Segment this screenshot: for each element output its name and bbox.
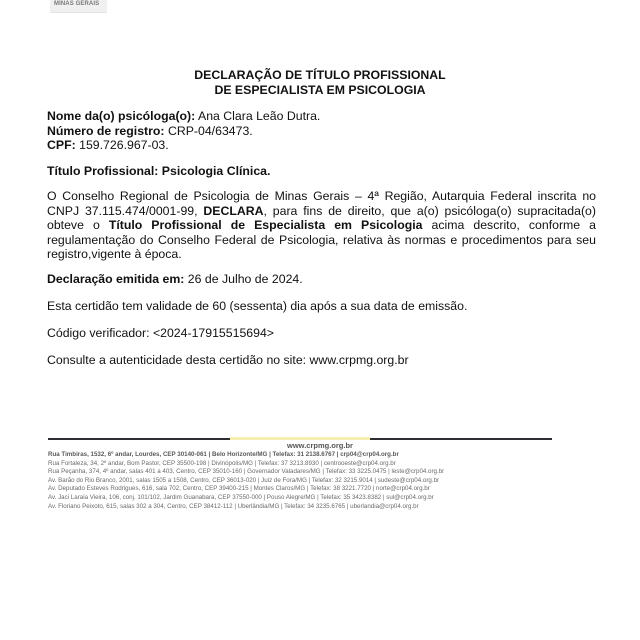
registry-label: Número de registro: — [47, 123, 165, 138]
footer-divider-accent — [230, 437, 370, 440]
declaration-part-2: , para fins de direito, que a(o) psicóloga(o) supracitada(o) obteve o — [47, 203, 596, 232]
title-line-2: DE ESPECIALISTA EM PSICOLOGIA — [214, 82, 426, 97]
registry-row — [47, 124, 596, 139]
document-title — [0, 68, 640, 97]
declaration-paragraph — [47, 189, 596, 262]
footer-address: Av. Jaci Laraia Vieira, 106, conj. 101/102, Jardim Guanabara, CEP 37550-000 | Pouso Alegre/MG | Telefax: 35 3423.8382 | sul@crp04.org.br — [48, 493, 434, 501]
validity-statement: Esta certidão tem validade de 60 (sessenta) dia após a sua data de emissão. — [47, 299, 468, 313]
issued-value: 26 de Julho de 2024. — [184, 272, 303, 286]
footer-addresses — [48, 451, 444, 511]
issued-label: Declaração emitida em: — [47, 272, 185, 286]
title-line-1: DECLARAÇÃO DE TÍTULO PROFISSIONAL — [194, 68, 446, 82]
name-value: Ana Clara Leão Dutra. — [195, 109, 321, 123]
declaration-part-3: acima descrito, conforme a regulamentação do Conselho Federal de Psicologia, relativa às normas e procedimentos para seu registro,vigente à época. — [47, 218, 596, 261]
footer-divider-left — [48, 438, 230, 440]
authenticity-note: Consulte a autenticidade desta certidão no site: www.crpmg.org.br — [47, 353, 409, 367]
declaration-part-1: O Conselho Regional de Psicologia de Minas Gerais – 4ª Região, Autarquia Federal inscrita no CNPJ 37.115.474/0001-99, — [47, 189, 596, 218]
name-label: Nome da(o) psicóloga(o): — [47, 109, 196, 123]
footer-address: Av. Barão do Rio Branco, 2001, salas 1505 a 1508, Centro, CEP 36013-020 | Juiz de Fora/MG | Telefax: 32 3215.9014 | sudeste@crp04.org.br — [48, 476, 440, 484]
declara-keyword: DECLARA — [203, 203, 264, 218]
footer-address: Av. Floriano Peixoto, 615, salas 302 a 304, Centro, CEP 38412-112 | Uberlândia/MG | Telefax: 34 3235.6765 | uberlandia@crp04.org.br — [48, 502, 419, 510]
cpf-value: 159.726.967-03. — [75, 138, 169, 152]
identification-block — [47, 109, 596, 153]
verification-code: Código verificador: <2024-17915515694> — [47, 326, 274, 340]
footer-address-main: Rua Timbiras, 1532, 6º andar, Lourdes, CEP 30140-061 | Belo Horizonte/MG | Telefax: 31 2138.6767 | crp04@crp04.org.br — [48, 451, 399, 458]
issued-date — [47, 272, 596, 287]
registry-value: CRP-04/63473. — [164, 123, 253, 138]
cpf-label: CPF: — [47, 138, 76, 152]
footer-address: Rua Peçanha, 374, 4º andar, salas 401 a 403, Centro, CEP 35010-160 | Governador Valadares/MG | Telefax: 33 3225.0475 | leste@crp04.org.br — [48, 468, 445, 476]
footer-address: Av. Deputado Esteves Rodrigues, 616, sala 702, Centro, CEP 39400-215 | Montes Claros/MG | Telefax: 38 3221.7720 | norte@crp04.org.br — [48, 485, 430, 493]
footer-address: Rua Fortaleza, 34, 2º andar, Bom Pastor, CEP 35500-198 | Divinópolis/MG | Telefax: 37 3213.8930 | centrooeste@crp04.org.br — [48, 459, 396, 467]
crp-logo — [50, 0, 107, 13]
name-row — [47, 109, 596, 124]
footer-divider-right — [370, 438, 552, 440]
specialist-title-bold: Título Profissional de Especialista em Psicologia — [108, 218, 423, 232]
footer-website: www.crpmg.org.br — [287, 441, 353, 450]
logo-text: MINAS GERAIS — [54, 1, 100, 7]
cpf-row — [47, 138, 596, 153]
professional-title: Título Profissional: Psicologia Clínica. — [47, 164, 271, 178]
